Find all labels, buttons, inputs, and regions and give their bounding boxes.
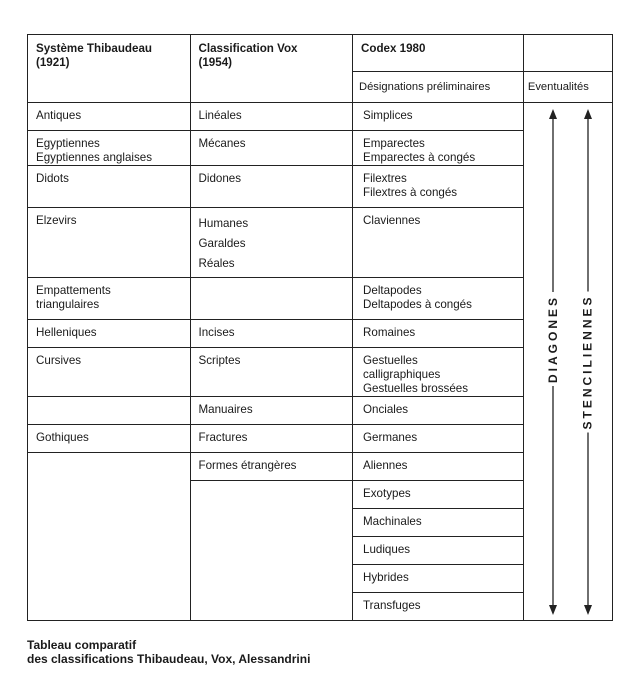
vox-cell <box>190 278 353 320</box>
subheader-eventualites: Eventualités <box>523 72 612 103</box>
header-thibaudeau <box>28 35 191 103</box>
vox-cell-line: Humanes <box>198 217 249 230</box>
codex-cell-line: Emparectes à congés <box>363 151 476 164</box>
codex-cell <box>353 208 524 278</box>
header-thibaudeau-line2: (1921) <box>36 56 70 69</box>
header-row <box>28 35 613 72</box>
codex-cell <box>353 425 524 453</box>
thibaudeau-cell <box>28 453 191 621</box>
codex-cell <box>353 509 524 537</box>
codex-cell-line: Claviennes <box>363 214 421 227</box>
caption-line1: Tableau comparatif <box>27 638 137 652</box>
codex-cell <box>353 131 524 166</box>
codex-cell <box>353 453 524 481</box>
arrow-up-icon <box>549 109 557 119</box>
vox-cell <box>190 166 353 208</box>
codex-cell-line: Simplices <box>363 109 413 122</box>
header-vox-line2: (1954) <box>198 56 233 69</box>
vox-cell <box>190 320 353 348</box>
header-vox <box>190 35 353 103</box>
header-vox-line1: Classification Vox <box>198 42 298 55</box>
header-thibaudeau-line1: Système Thibaudeau <box>36 42 152 55</box>
thibaudeau-cell <box>28 397 191 425</box>
vox-cell <box>190 131 353 166</box>
table-row <box>28 103 613 131</box>
vox-cell-line: Didones <box>198 172 242 185</box>
caption-line2: des classifications Thibaudeau, Vox, Alessandrini <box>27 652 311 666</box>
thibaudeau-cell-line: Egyptiennes <box>36 137 100 150</box>
codex-cell-line: Emparectes <box>363 137 425 150</box>
codex-cell-line: Deltapodes <box>363 284 422 297</box>
codex-cell <box>353 348 524 397</box>
codex-cell-line: Onciales <box>363 403 409 416</box>
codex-cell <box>353 481 524 509</box>
thibaudeau-cell <box>28 320 191 348</box>
codex-cell-line: Exotypes <box>363 487 411 500</box>
vox-cell-line: Manuaires <box>198 403 253 416</box>
vox-cell <box>190 348 353 397</box>
codex-cell <box>353 278 524 320</box>
classification-table <box>27 34 613 621</box>
vox-cell-line: Incises <box>198 326 235 339</box>
thibaudeau-cell <box>28 425 191 453</box>
thibaudeau-cell-line: Cursives <box>36 354 82 367</box>
vox-cell <box>190 397 353 425</box>
vox-cell-line: Fractures <box>198 431 248 444</box>
codex-cell-line: Gestuelles <box>363 354 418 367</box>
codex-cell-line: Filextres <box>363 172 407 185</box>
vertical-label-left: DIAGONES <box>546 292 560 386</box>
vox-cell <box>190 208 353 278</box>
caption <box>27 638 310 666</box>
vox-cell-line: Linéales <box>198 109 242 122</box>
thibaudeau-cell-line: Gothiques <box>36 431 89 444</box>
eventualites-column <box>523 103 612 621</box>
thibaudeau-cell-line: Helleniques <box>36 326 97 339</box>
codex-cell <box>353 166 524 208</box>
codex-cell-line: Ludiques <box>363 543 411 556</box>
vox-cell <box>190 103 353 131</box>
header-blank <box>523 35 612 72</box>
vox-cell-line: Scriptes <box>198 354 241 367</box>
vox-cell <box>190 481 353 621</box>
codex-cell-line: Romaines <box>363 326 416 339</box>
table-body <box>28 103 613 621</box>
thibaudeau-cell <box>28 278 191 320</box>
vox-cell-line: Formes étrangères <box>198 459 297 472</box>
thibaudeau-cell-line: Antiques <box>36 109 82 122</box>
codex-cell-line: Germanes <box>363 431 418 444</box>
vertical-label-right: STENCILIENNES <box>581 291 595 432</box>
thibaudeau-cell <box>28 103 191 131</box>
codex-cell <box>353 103 524 131</box>
codex-cell-line: Gestuelles brossées <box>363 382 469 395</box>
codex-cell-line: Transfuges <box>363 599 421 612</box>
codex-cell <box>353 397 524 425</box>
codex-cell-line: Aliennes <box>363 459 408 472</box>
codex-cell <box>353 565 524 593</box>
thibaudeau-cell-line: Didots <box>36 172 69 185</box>
eventualites-arrows <box>524 103 612 620</box>
thibaudeau-cell-line: Elzevirs <box>36 214 77 227</box>
thibaudeau-cell <box>28 348 191 397</box>
codex-cell-line: Deltapodes à congés <box>363 298 472 311</box>
codex-cell <box>353 593 524 621</box>
thibaudeau-cell-line: triangulaires <box>36 298 100 311</box>
vox-cell-line: Garaldes <box>198 237 246 250</box>
thibaudeau-cell-line: Egyptiennes anglaises <box>36 151 153 164</box>
thibaudeau-cell <box>28 166 191 208</box>
thibaudeau-cell <box>28 208 191 278</box>
codex-cell-line: Filextres à congés <box>363 186 458 199</box>
vox-cell <box>190 453 353 481</box>
vox-cell-line: Réales <box>198 257 235 270</box>
codex-cell-line: calligraphiques <box>363 368 441 381</box>
codex-cell <box>353 537 524 565</box>
thibaudeau-cell-line: Empattements <box>36 284 111 297</box>
arrow-up-icon <box>584 109 592 119</box>
codex-cell <box>353 320 524 348</box>
arrow-down-icon <box>584 605 592 615</box>
codex-cell-line: Machinales <box>363 515 422 528</box>
subheader-designations: Désignations préliminaires <box>353 72 524 103</box>
vox-cell <box>190 425 353 453</box>
header-codex: Codex 1980 <box>353 35 524 72</box>
arrow-down-icon <box>549 605 557 615</box>
vox-cell-line: Mécanes <box>198 137 246 150</box>
codex-cell-line: Hybrides <box>363 571 409 584</box>
thibaudeau-cell <box>28 131 191 166</box>
